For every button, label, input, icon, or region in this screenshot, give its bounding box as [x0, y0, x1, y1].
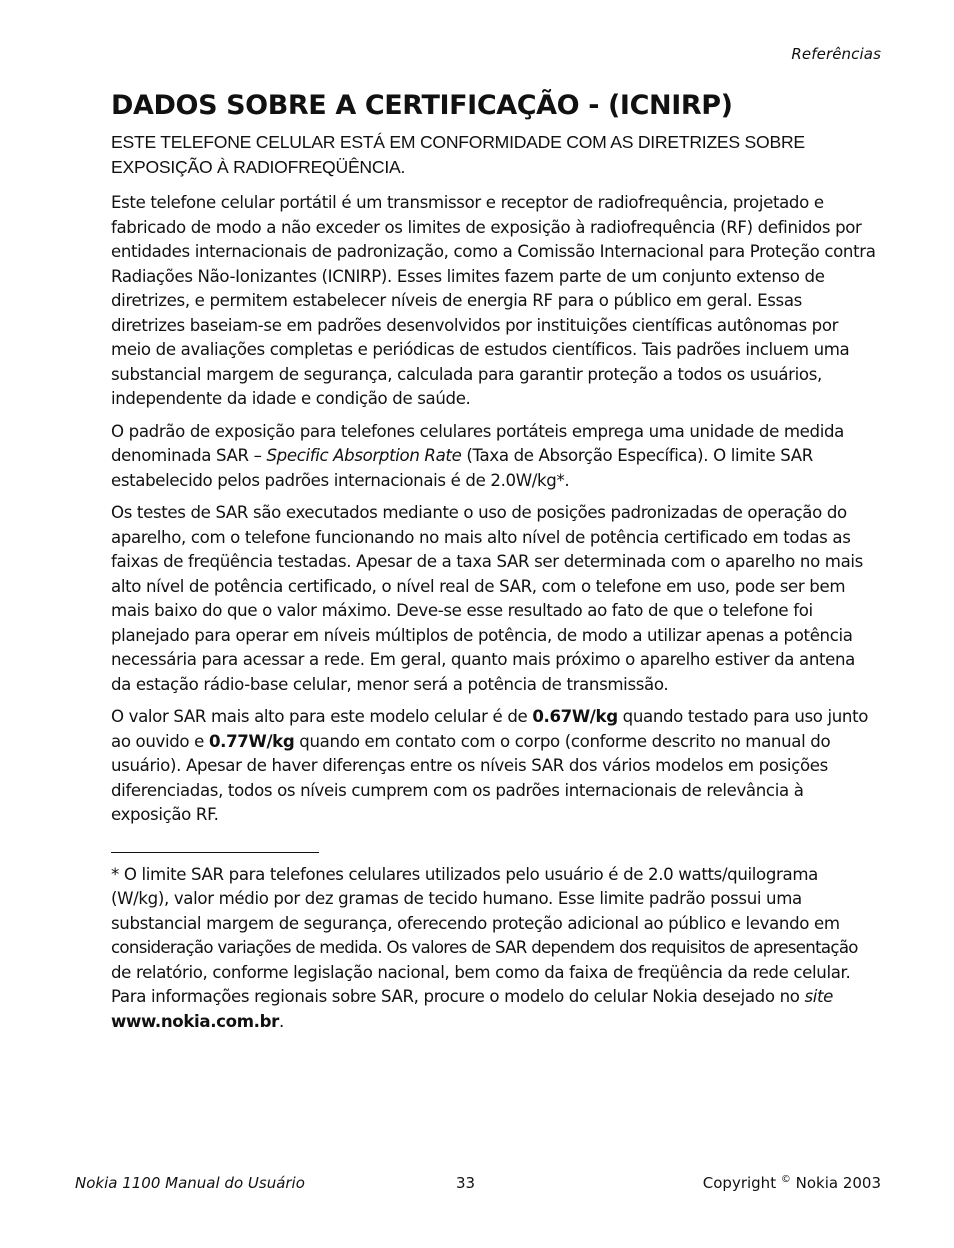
sar-value-body: 0.77W/kg — [208, 731, 295, 751]
sar-definition-text: O padrão de exposição para telefones celulares portáteis emprega uma unidade de medida denominada SAR – — [111, 421, 844, 465]
page-title: DADOS SOBRE A CERTIFICAÇÃO - (ICNIRP) — [111, 90, 733, 121]
footnote-text: * O limite SAR para telefones celulares utilizados pelo usuário é de 2.0 watts/quilograma (W/kg), valor médio por dez gramas de tecido humano. Esse limite padrão possui uma substancial margem de segurança, oferecendo proteção adicional ao público e levando em — [111, 864, 840, 933]
sar-values-text-end: quando em contato com o corpo (conforme descrito no manual do usuário). Apesar de haver diferenças entre os níveis SAR dos vários modelos em posições diferenciadas, todos os níveis cumprem com os padrões internacionais de relevância à exposição RF. — [111, 731, 831, 824]
paragraph-sar-definition — [111, 420, 879, 494]
sar-value-ear: 0.67W/kg — [532, 707, 618, 726]
footer-copyright — [703, 1174, 881, 1192]
page-number: 33 — [456, 1174, 476, 1192]
footnote-site-word: site — [804, 987, 834, 1006]
footnote-text-cont: de relatório, conforme legislação nacional, bem como da faixa de freqüência da rede celular. Para informações regionais sobre SAR, procure o modelo do celular Nokia desejado no — [111, 962, 851, 1006]
nokia-website-link[interactable]: www.nokia.com.br — [111, 1011, 279, 1031]
footnote-period: . — [278, 1011, 284, 1031]
paragraph-intro: Este telefone celular portátil é um transmissor e receptor de radiofrequência, projetado e fabricado de modo a não exceder os limites de exposição à radiofrequência (RF) definidos por entidades internacionais de padronização, como a Comissão Internacional para Proteção contra Radiações Não-Ionizantes (ICNIRP). Esses limites fazem parte de um conjunto extenso de diretrizes, e permitem estabelecer níveis de energia RF para o público em geral. Essas diretrizes baseiam-se em padrões desenvolvidos por instituições científicas autônomas por meio de avaliações completas e periódicas de estudos científicos. Tais padrões incluem uma substancial margem de segurança, calculada para garantir proteção a todos os usuários, independente da idade e condição de saúde. — [111, 193, 876, 408]
sar-definition-text-end: (Taxa de Absorção Específica). O limite SAR estabelecido pelos padrões internacionais é de 2.0W/kg*. — [111, 446, 813, 490]
paragraph-sar-tests: Os testes de SAR são executados mediante o uso de posições padronizadas de operação do aparelho, com o telefone funcionando no mais alto nível de potência certificado em todas as faixas de freqüência testadas. Apesar de a taxa SAR ser determinada com o aparelho no mais alto nível de potência certificado, o nível real de SAR, com o telefone em uso, pode ser bem mais baixo do que o valor máximo. Deve-se esse resultado ao fato de que o telefone foi planejado para operar em níveis múltiplos de potência, de modo a utilizar apenas a potência necessária para acessar a rede. Em geral, quanto mais próximo o aparelho estiver da antena da estação rádio-base celular, menor será a potência de transmissão. — [111, 503, 863, 694]
sar-term-italic: Specific Absorption Rate — [266, 446, 462, 465]
paragraph-sar-values — [111, 705, 879, 828]
copyright-prefix: Copyright — [702, 1174, 781, 1192]
footnote-text-condensed: consideração variações de medida. Os valores de SAR dependem dos requisitos de apresentação — [111, 938, 858, 957]
sar-values-text: O valor SAR mais alto para este modelo celular é de — [111, 707, 533, 726]
footnote — [111, 863, 879, 1035]
footer-manual-title: Nokia 1100 Manual do Usuário — [75, 1174, 305, 1192]
page-content — [111, 86, 879, 1034]
sar-values-text-mid: quando testado para uso junto ao ouvido e — [111, 707, 869, 751]
running-header: Referências — [791, 45, 881, 63]
page-subtitle: ESTE TELEFONE CELULAR ESTÁ EM CONFORMIDADE COM AS DIRETRIZES SOBRE EXPOSIÇÃO À RADIOFREQÜÊNCIA. — [111, 132, 805, 177]
copyright-suffix: Nokia 2003 — [790, 1174, 881, 1192]
copyright-symbol: © — [780, 1174, 791, 1185]
footnote-divider — [111, 852, 319, 853]
